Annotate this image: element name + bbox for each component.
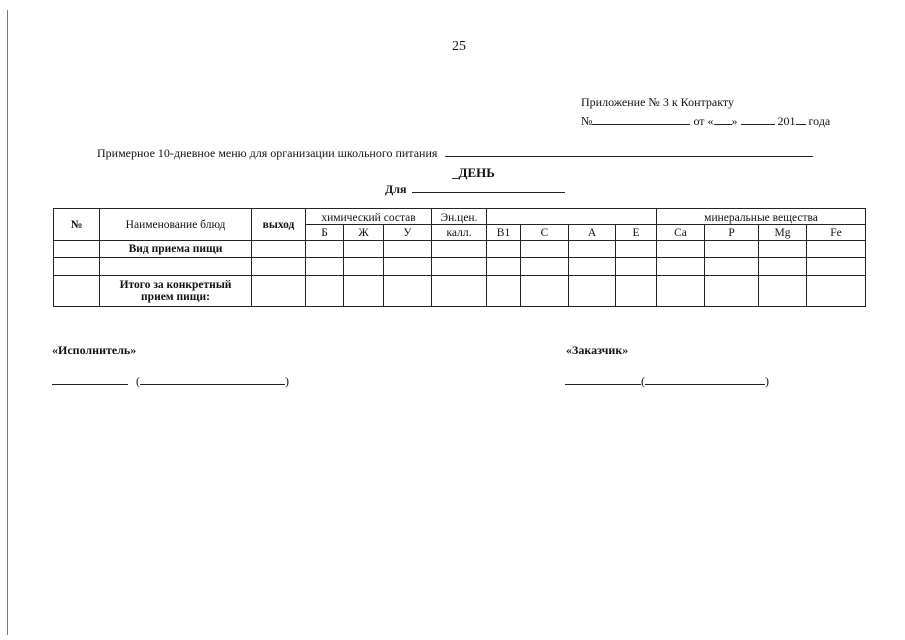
table-cell <box>616 241 657 258</box>
year-prefix: 201 <box>777 114 796 128</box>
appendix-title: Приложение № 3 к Контракту <box>581 95 734 109</box>
paren-close: ) <box>285 374 289 388</box>
table-cell <box>705 276 759 307</box>
page-number: 25 <box>452 39 466 54</box>
table-cell <box>616 276 657 307</box>
table-cell <box>657 276 705 307</box>
sub-ca: Ca <box>657 225 705 241</box>
table-cell <box>344 276 384 307</box>
sub-p: P <box>705 225 759 241</box>
minerals-header: минеральные вещества <box>657 209 866 225</box>
table-cell <box>569 241 616 258</box>
chemical-header: химический состав <box>306 209 432 225</box>
quote-close: » <box>731 114 738 128</box>
table-cell <box>384 276 432 307</box>
menu-title-blank <box>445 145 813 157</box>
table-cell <box>432 276 487 307</box>
table-cell <box>521 241 569 258</box>
table-cell <box>252 241 306 258</box>
table-cell <box>252 276 306 307</box>
vitamins-header <box>487 209 657 225</box>
table-cell <box>616 258 657 276</box>
sub-a: А <box>569 225 616 241</box>
table-cell <box>759 258 807 276</box>
year-blank <box>796 113 806 125</box>
table-cell <box>54 258 100 276</box>
table-cell <box>54 276 100 307</box>
sub-zh: Ж <box>344 225 384 241</box>
from-label: от « <box>693 114 714 128</box>
customer-signature-line <box>565 372 769 389</box>
table-cell <box>657 258 705 276</box>
table-cell <box>384 258 432 276</box>
executor-name-blank <box>140 372 285 385</box>
table-cell <box>432 258 487 276</box>
paren-close: ) <box>765 374 769 388</box>
day-label: _ДЕНЬ <box>452 165 495 180</box>
table-cell <box>384 241 432 258</box>
table-cell <box>344 241 384 258</box>
sub-kcal: калл. <box>432 225 487 241</box>
table-cell <box>807 258 866 276</box>
table-cell <box>521 258 569 276</box>
day-blank <box>714 113 732 125</box>
total-label: Итого за конкретный прием пищи: <box>100 276 252 307</box>
sub-mg: Mg <box>759 225 807 241</box>
year-suffix: года <box>808 114 831 128</box>
table-cell <box>306 258 344 276</box>
appendix-block <box>581 93 830 131</box>
table-cell <box>705 258 759 276</box>
executor-signature-blank <box>52 372 128 385</box>
page-edge-line <box>7 10 8 635</box>
for-label: Для <box>385 182 407 196</box>
table-cell <box>306 241 344 258</box>
paren-open: ( <box>136 374 140 388</box>
table-cell <box>807 276 866 307</box>
number-blank <box>592 113 690 125</box>
table-cell <box>432 241 487 258</box>
table-cell <box>705 241 759 258</box>
table-cell <box>100 258 252 276</box>
table-cell <box>569 276 616 307</box>
sub-u: У <box>384 225 432 241</box>
sub-fe: Fe <box>807 225 866 241</box>
header-row-top <box>54 209 866 225</box>
executor-signature-line <box>52 372 289 389</box>
table-cell <box>487 241 521 258</box>
menu-title: Примерное 10-дневное меню для организации школьного питания <box>97 146 438 160</box>
table-cell <box>759 241 807 258</box>
meal-type-row <box>54 241 866 258</box>
customer-name-blank <box>645 372 765 385</box>
menu-table <box>53 208 866 307</box>
empty-row <box>54 258 866 276</box>
customer-signature-blank <box>565 372 641 385</box>
sub-e: Е <box>616 225 657 241</box>
executor-label: «Исполнитель» <box>52 343 137 357</box>
for-line <box>385 181 565 197</box>
table-cell <box>487 276 521 307</box>
table-cell <box>521 276 569 307</box>
sub-b: Б <box>306 225 344 241</box>
table-cell <box>487 258 521 276</box>
table-cell <box>657 241 705 258</box>
customer-label: «Заказчик» <box>566 343 629 357</box>
table-cell <box>344 258 384 276</box>
menu-title-line <box>97 145 813 161</box>
number-sign: № <box>581 114 593 128</box>
meal-type-label: Вид приема пищи <box>100 241 252 258</box>
paren-open: ( <box>641 374 645 388</box>
for-blank <box>412 181 565 193</box>
sub-c: С <box>521 225 569 241</box>
col-dish-header: Наименование блюд <box>100 209 252 241</box>
table-cell <box>306 276 344 307</box>
table-cell <box>54 241 100 258</box>
table-cell <box>807 241 866 258</box>
contract-number-line <box>581 112 830 131</box>
col-output-header: выход <box>252 209 306 241</box>
table-cell <box>252 258 306 276</box>
total-row <box>54 276 866 307</box>
table-cell <box>759 276 807 307</box>
table-cell <box>569 258 616 276</box>
energy-header: Эн.цен. <box>432 209 487 225</box>
month-blank <box>741 113 775 125</box>
col-num-header: № <box>54 209 100 241</box>
sub-b1: В1 <box>487 225 521 241</box>
